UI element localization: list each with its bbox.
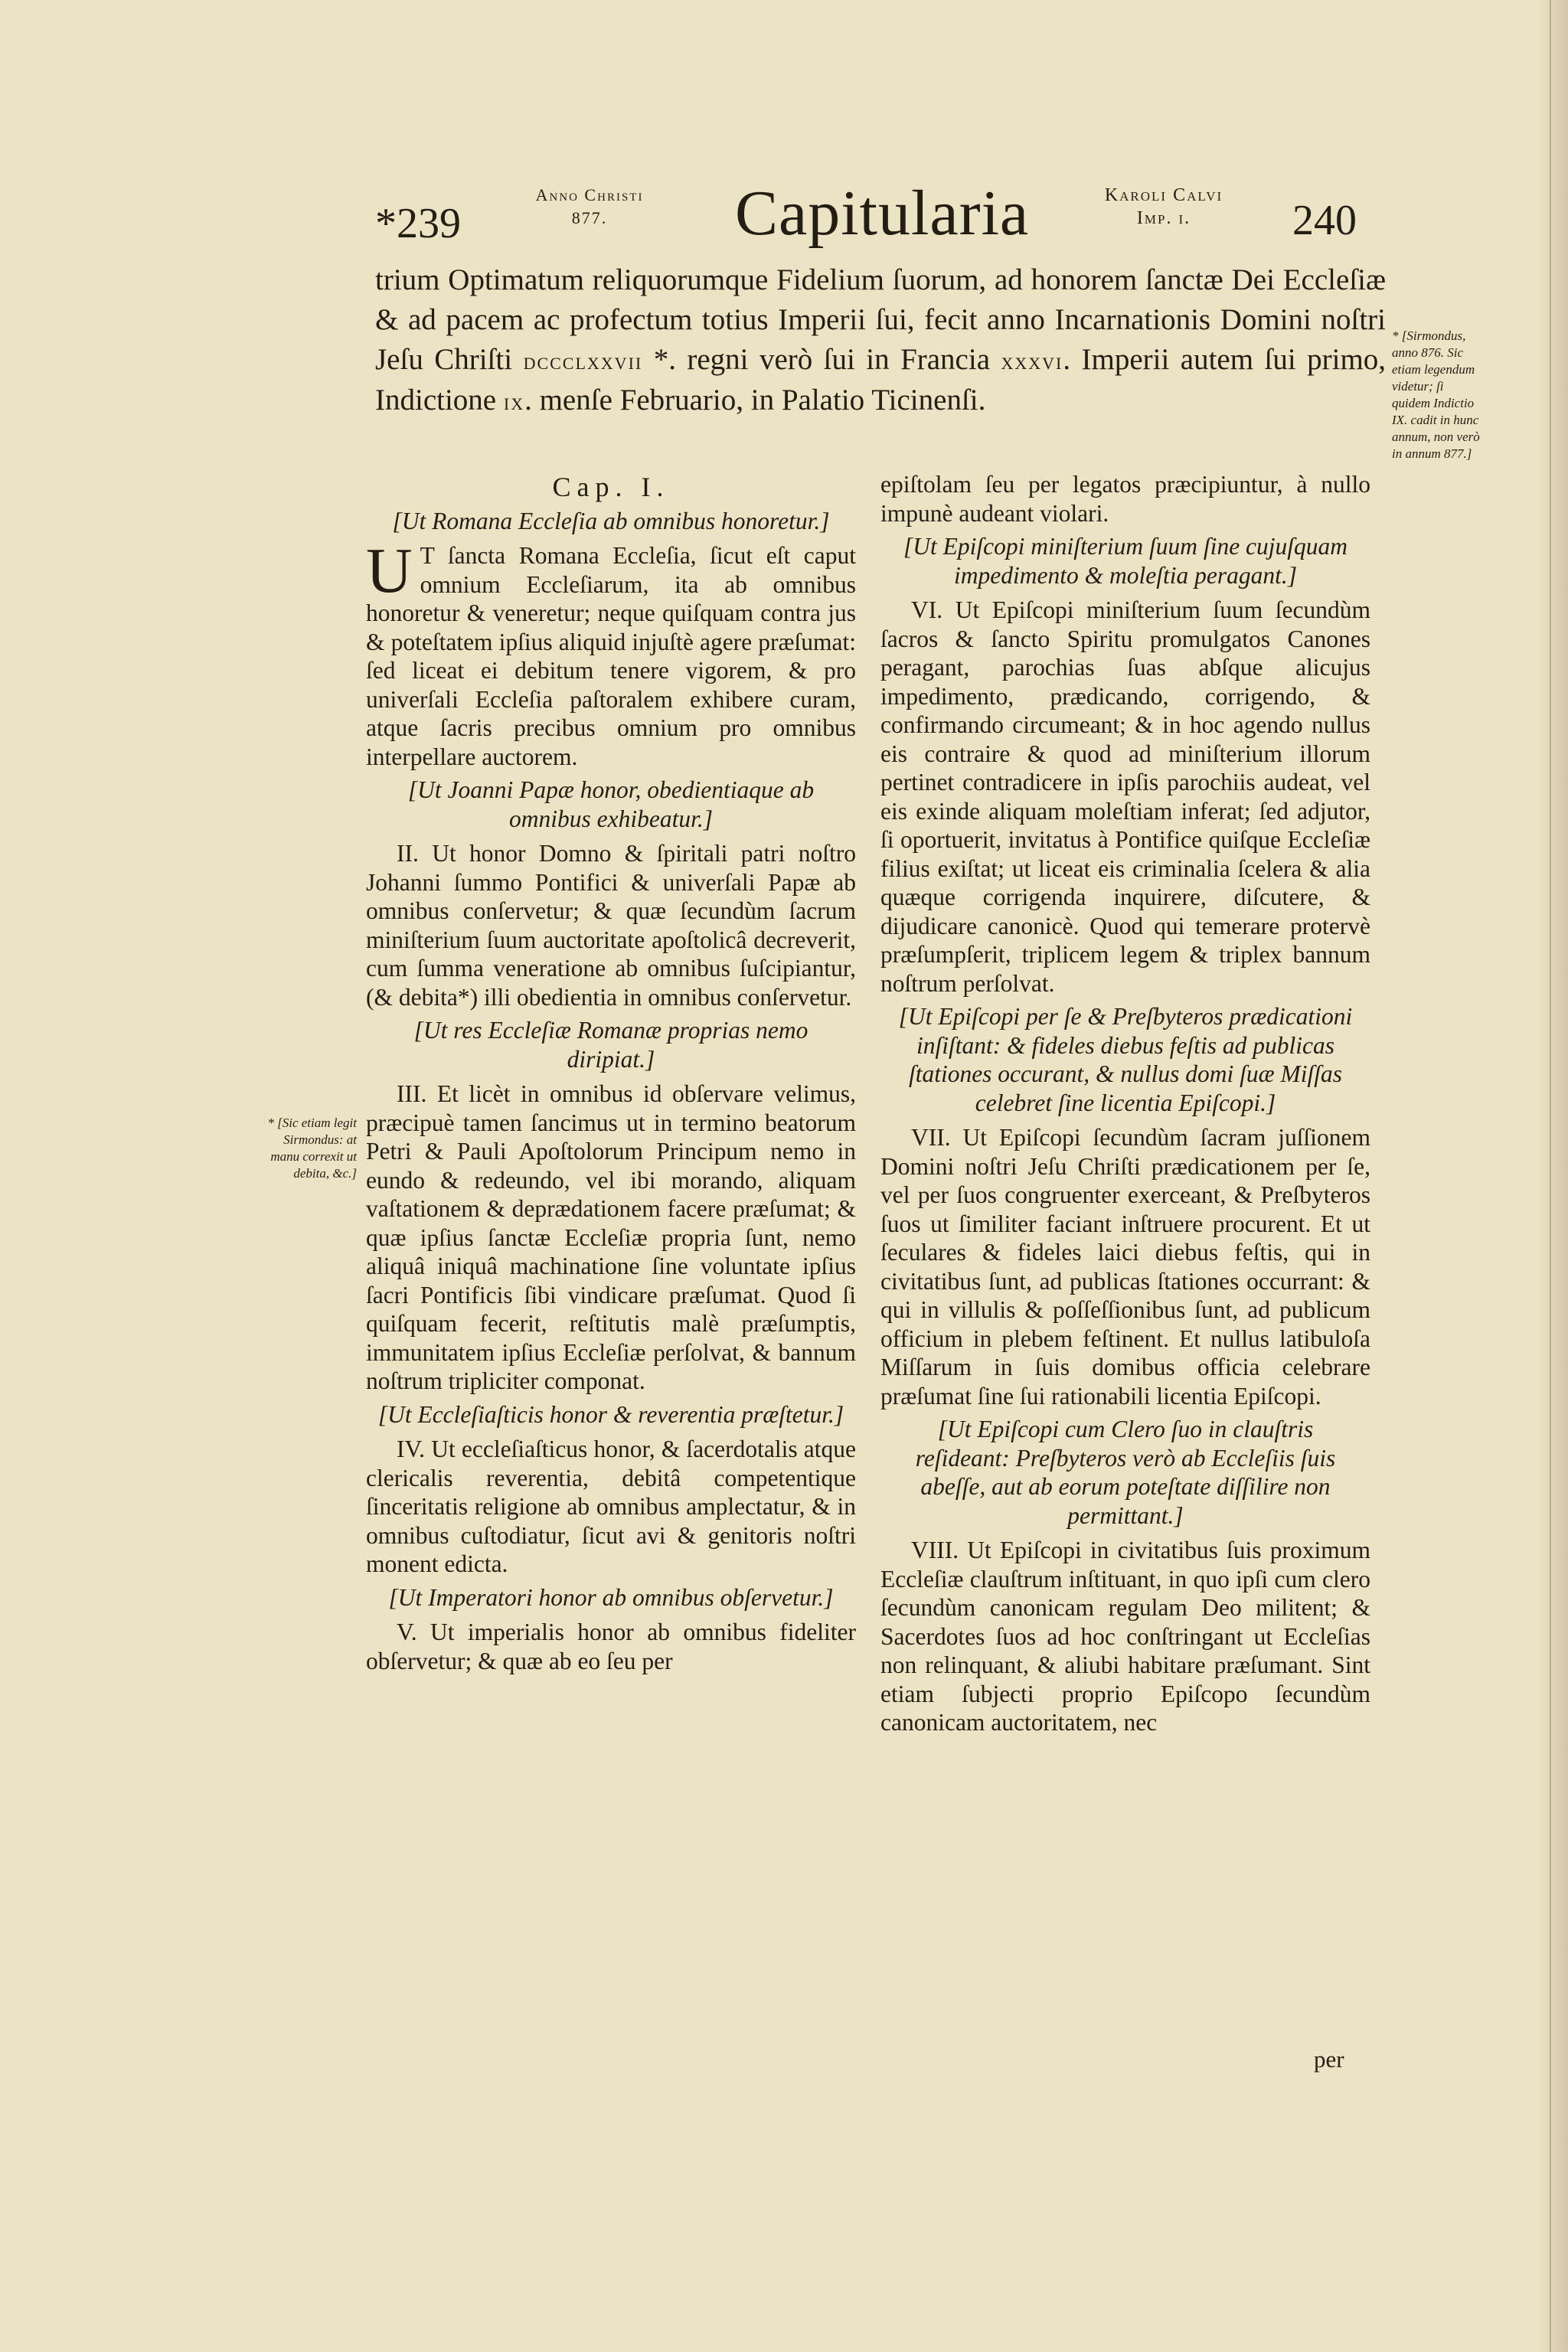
intro-text-3: . Imperii autem ſui primo, Indictione bbox=[375, 343, 1387, 416]
rubric-3: [Ut res Eccleſiæ Romanæ proprias nemo diripiat.] bbox=[413, 1017, 808, 1073]
intro-text-4: . menſe Februario, in Palatio Ticinenſi. bbox=[524, 384, 986, 416]
rubric-6: [Ut Epiſcopi miniſterium ſuum ſine cujuſquam impedimento & moleſtia peragant.] bbox=[903, 533, 1348, 589]
karoli-label: Karoli Calvi bbox=[1104, 185, 1223, 205]
rubric-2: [Ut Joanni Papæ honor, obedientiaque ab omnibus exhibeatur.] bbox=[407, 776, 815, 832]
chapter-heading: Cap. I. bbox=[552, 472, 670, 502]
paragraph-1 bbox=[366, 535, 856, 771]
intro-year-roman: dccclxxvii bbox=[523, 347, 643, 374]
paragraph-8: VIII. Ut Epiſcopi in civitatibus ſuis proximum Eccleſiæ clauſtrum inſtituant, in quo ipſi cum clero ſecundùm canonicam regulam Deo militent; & Sacerdotes ſuos ad hoc conſtringant ut Eccleſias non relinquant, & aliubi habitare præſumant. Sint etiam ſubjecti proprio Epiſcopo ſecundùm canonicam auctoritatem, nec bbox=[880, 1537, 1370, 1736]
paragraph-7: VII. Ut Epiſcopi ſecundùm ſacram juſſionem Domini noſtri Jeſu Chriſti prædicationem per ſe, vel per ſuos congruenter exerceant, & Preſbyteros ſuos ut ſimiliter faciant inſtruere procurent. Et ut ſeculares & fideles laici diebus feſtis, qui in civitatibus ſunt, ad publicas ſtationes occurrant: & qui in villulis & poſſeſſionibus ſunt, ad publicum officium in plebem feſtinent. Et nullus latibuloſa Miſſarum in ſuis domibus officia celebrare præſumat ſine ſui rationabili licentia Epiſcopi. bbox=[880, 1124, 1370, 1410]
rubric-7: [Ut Epiſcopi per ſe & Preſbyteros prædicationi inſiſtant: & fideles diebus feſtis ad publicas ſtationes occurant, & nullus domi ſuæ Miſſas celebret ſine licentia Epiſcopi.] bbox=[898, 1003, 1353, 1116]
rubric-5: [Ut Imperatori honor ab omnibus obſervetur.] bbox=[388, 1583, 834, 1611]
intro-text-2: *. regni verò ſui in Francia bbox=[653, 343, 991, 376]
right-column bbox=[880, 470, 1370, 1742]
catchword: per bbox=[1314, 2046, 1344, 2073]
page-number-left: *239 bbox=[375, 200, 461, 247]
anno-year: 877. bbox=[571, 208, 608, 227]
anno-christi bbox=[505, 184, 674, 230]
intro-paragraph bbox=[375, 260, 1386, 421]
intro-regni-roman: xxxvi bbox=[1001, 347, 1063, 374]
imp-label: Imp. i. bbox=[1136, 208, 1191, 228]
karoli-calvi bbox=[1072, 184, 1256, 230]
paragraph-1-text: T ſancta Romana Eccleſia, ſicut eſt caput omnium Eccleſiarum, ita ab omnibus honoretur & veneretur; neque quiſquam contra jus & poteſtatem ipſius aliquid injuſtè agere præſumat: ſed liceat ei debitum tenere vigorem, & pro univerſali Eccleſia paſtoralem exhibere curam, atque ſacris precibus omnium pro omnibus interpellare auctorem. bbox=[366, 542, 856, 770]
page-edge bbox=[1550, 0, 1551, 2352]
paragraph-5-continued: epiſtolam ſeu per legatos præcipiuntur, à nullo impunè audeant violari. bbox=[880, 471, 1370, 527]
intro-text-1: trium Optimatum reliquorumque Fidelium ſuorum, ad honorem ſanctæ Dei Eccleſiæ & ad pacem ac profectum totius Imperii ſui, fecit anno Incarnationis Domini noſtri Jeſu Chriſti bbox=[375, 263, 1386, 376]
anno-label: Anno Christi bbox=[535, 185, 644, 204]
page-shadow bbox=[1537, 0, 1568, 2352]
rubric-8: [Ut Epiſcopi cum Clero ſuo in clauſtris reſideant: Preſbyteros verò ab Eccleſiis ſuis abeſſe, aut ab eorum poteſtate diſſilire non permittant.] bbox=[915, 1416, 1336, 1529]
paragraph-2: II. Ut honor Domno & ſpiritali patri noſtro Johanni ſummo Pontifici & univerſali Papæ ab omnibus conſervetur; & quæ ſecundùm ſacrum miniſterium ſuum auctoritate apoſtolicâ decreverit, cum ſumma veneratione ab omnibus ſuſcipiantur, (& debita*) illi obedientia in omnibus conſervetur. bbox=[366, 840, 856, 1011]
page-title: Capitularia bbox=[735, 178, 1030, 249]
paragraph-3: III. Et licèt in omnibus id obſervare velimus, præcipuè tamen ſancimus ut in termino beatorum Petri & Pauli Apoſtolorum Principum nemo in eundo & redeundo, vel ibi morando, aliquam vaſtationem & deprædationem facere præſumat; & quæ ipſius ſanctæ Eccleſiæ propria ſunt, nemo aliquâ iniquâ machinatione ſine voluntate ipſius ſacri Pontificis ſibi vindicare præſumat. Quod ſi quiſquam fecerit, reſtitutis malè præſumptis, immunitatem ipſius Eccleſiæ perſolvat, & bannum noſtrum tripliciter componat. bbox=[366, 1080, 856, 1394]
drop-cap: U bbox=[366, 535, 413, 606]
marginal-note-left: * [Sic etiam legit Sirmondus: at manu correxit ut debita, &c.] bbox=[267, 1116, 357, 1181]
page-number-right: 240 bbox=[1292, 197, 1357, 244]
paragraph-5: V. Ut imperialis honor ab omnibus fideliter obſervetur; & quæ ab eo ſeu per bbox=[366, 1619, 856, 1674]
rubric-1: [Ut Romana Eccleſia ab omnibus honoretur.] bbox=[392, 507, 830, 534]
intro-indictio-roman: ix bbox=[503, 387, 525, 415]
rubric-4: [Ut Eccleſiaſticis honor & reverentia præſtetur.] bbox=[377, 1400, 844, 1428]
paragraph-6: VI. Ut Epiſcopi miniſterium ſuum ſecundùm ſacros & ſancto Spiritu promulgatos Canones peragant, parochias ſuas abſque alicujus impedimento, prædicando, corrigendo, & confirmando circumeant; & in hoc agendo nullus eis contraire & quod ad miniſterium illorum pertinet contradicere in ipſis parochiis audeat, vel eis exinde aliquam moleſtiam inferat; ſed adjutor, ſi oportuerit, invitatus à Pontifice quiſque Eccleſiæ filius exiſtat; ut liceat eis criminalia ſcelera & alia quæque corrigenda inquirere, diſcutere, & dijudicare canonicè. Quod qui temerare protervè præſumpſerit, triplicem legem & triplex bannum noſtrum perſolvat. bbox=[880, 596, 1370, 997]
paragraph-4: IV. Ut eccleſiaſticus honor, & ſacerdotalis atque clericalis reverentia, debitâ competentique ſinceritatis religione ab omnibus amplectatur, & in omnibus cuſtodiatur, ſicut avi & genitoris noſtri monent edicta. bbox=[366, 1436, 856, 1577]
left-column bbox=[366, 473, 856, 1680]
marginal-note-right: * [Sirmondus, anno 876. Sic etiam legendum videtur; ſi quidem Indictio IX. cadit in hunc annum, non verò in annum 877.] bbox=[1392, 328, 1480, 461]
running-header bbox=[0, 176, 1568, 268]
